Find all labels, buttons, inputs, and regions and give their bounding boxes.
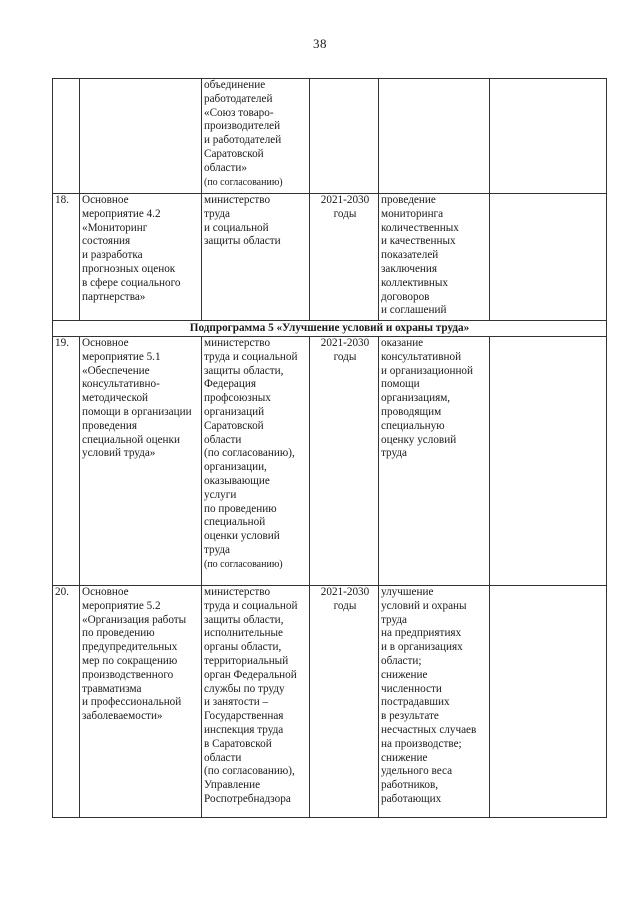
- cell-text-line: защиты области,: [204, 364, 284, 377]
- cell-text-line: пострадавших: [381, 696, 450, 709]
- subprogram-heading-row: [53, 321, 607, 337]
- cell-text-line: снижение: [381, 751, 428, 764]
- cell-text-line: организации,: [204, 461, 267, 474]
- cell-text-line: несчастных случаев: [381, 723, 477, 736]
- cell-text-line: территориальный: [204, 654, 289, 667]
- cell-text-line: заключения: [381, 262, 438, 275]
- cell-text-line: министерство: [204, 194, 271, 206]
- cell-text-line: оказание: [381, 337, 424, 349]
- cell-text-line: травматизма: [82, 682, 142, 695]
- activity-name-cell: [80, 586, 202, 818]
- cell-text-line: орган Федеральной: [204, 668, 297, 681]
- cell-text-line: прогнозных оценок: [82, 262, 176, 275]
- cell-text-line: и профессиональной: [82, 696, 182, 709]
- cell-text-line: (по согласованию),: [204, 765, 295, 778]
- cell-text-line: количественных: [381, 221, 459, 234]
- empty-cell: [490, 194, 607, 321]
- cell-text-line: профсоюзных: [204, 392, 271, 405]
- cell-text-line: на производстве;: [381, 737, 462, 750]
- empty-cell: [490, 79, 607, 194]
- cell-text-line: Основное: [82, 337, 129, 349]
- executor-cell: [202, 79, 310, 194]
- term-cell: [310, 586, 379, 818]
- cell-text-line: предупредительных: [82, 641, 178, 654]
- cell-text-line: помощи: [381, 378, 420, 391]
- subprogram-heading: Подпрограмма 5 «Улучшение условий и охраны труда»: [53, 321, 607, 337]
- cell-text-line: труда: [381, 613, 408, 626]
- result-cell: [379, 337, 490, 586]
- cell-text-line: помощи в организации: [82, 405, 192, 418]
- cell-text-line: условий труда»: [82, 447, 156, 460]
- cell-text-line: защиты области: [204, 235, 281, 248]
- activity-name-cell: [80, 79, 202, 194]
- cell-text-line: организаций: [204, 405, 265, 418]
- cell-text-line: улучшение: [381, 586, 434, 598]
- table-row: [53, 79, 607, 194]
- cell-text-line: работодателей: [204, 92, 273, 105]
- cell-text-line: годы: [333, 350, 357, 363]
- cell-text-line: и качественных: [381, 235, 456, 248]
- cell-text-line: «Мониторинг: [82, 221, 148, 234]
- cell-text-line: мониторинга: [381, 207, 444, 220]
- cell-text-line: оказывающие: [204, 474, 270, 487]
- cell-text-line: консультативной: [381, 350, 462, 363]
- term-cell: [310, 194, 379, 321]
- cell-text-line: Основное: [82, 194, 129, 206]
- empty-cell: [490, 337, 607, 586]
- cell-text-line: и занятости –: [204, 696, 269, 709]
- cell-text-line: заболеваемости»: [82, 710, 163, 723]
- cell-text-line: Саратовской: [204, 419, 264, 432]
- cell-text-line: консультативно-: [82, 378, 160, 391]
- cell-text-line: и соглашений: [381, 304, 447, 317]
- cell-text-line: Саратовской: [204, 147, 264, 160]
- row-number-cell: 20.: [53, 586, 80, 818]
- cell-text-line: в сфере социального: [82, 276, 181, 289]
- cell-text-line: (по согласованию): [204, 558, 283, 570]
- result-cell: [379, 194, 490, 321]
- cell-text-line: области»: [204, 161, 247, 174]
- cell-text-line: работников,: [381, 779, 439, 792]
- cell-text-line: службы по труду: [204, 682, 285, 695]
- cell-text-line: области;: [381, 654, 422, 667]
- cell-text-line: на предприятиях: [381, 627, 462, 640]
- cell-text-line: по проведению: [204, 502, 277, 515]
- cell-text-line: Основное: [82, 586, 129, 598]
- program-table: [52, 78, 607, 818]
- table-row: [53, 586, 607, 818]
- empty-cell: [490, 586, 607, 818]
- cell-text-line: оценку условий: [381, 433, 457, 446]
- executor-cell: [202, 194, 310, 321]
- row-number-cell: [53, 79, 80, 194]
- cell-text-line: Роспотребнадзора: [204, 792, 291, 805]
- cell-text-line: проведения: [82, 419, 137, 432]
- cell-text-line: министерство: [204, 586, 271, 598]
- cell-text-line: производителей: [204, 120, 281, 133]
- cell-text-line: мер по сокращению: [82, 654, 178, 667]
- result-cell: [379, 586, 490, 818]
- cell-text-line: объединение: [204, 79, 266, 91]
- cell-text-line: в результате: [381, 710, 439, 723]
- cell-text-line: труда и социальной: [204, 599, 298, 612]
- cell-text-line: «Обеспечение: [82, 364, 150, 377]
- cell-text-line: труда и социальной: [204, 350, 298, 363]
- cell-text-line: 2021-2030: [320, 337, 370, 349]
- cell-text-line: организациям,: [381, 392, 451, 405]
- activity-name-cell: [80, 337, 202, 586]
- executor-cell: [202, 586, 310, 818]
- cell-text-line: годы: [333, 599, 357, 612]
- cell-text-line: партнерства»: [82, 290, 146, 303]
- cell-text-line: по проведению: [82, 627, 155, 640]
- row-number-cell: 19.: [53, 337, 80, 586]
- cell-text-line: труда: [204, 543, 231, 556]
- cell-text-line: годы: [333, 207, 357, 220]
- cell-text-line: «Организация работы: [82, 613, 187, 626]
- cell-text-line: коллективных: [381, 276, 448, 289]
- cell-text-line: инспекция труда: [204, 723, 284, 736]
- cell-text-line: производственного: [82, 668, 174, 681]
- row-number-cell: 18.: [53, 194, 80, 321]
- cell-text-line: мероприятие 5.1: [82, 350, 161, 363]
- cell-text-line: оценки условий: [204, 530, 280, 543]
- cell-text-line: и в организациях: [381, 641, 463, 654]
- activity-name-cell: [80, 194, 202, 321]
- table-row: [53, 194, 607, 321]
- cell-text-line: мероприятие 4.2: [82, 207, 161, 220]
- cell-text-line: 2021-2030: [320, 194, 370, 206]
- cell-text-line: и разработка: [82, 249, 143, 262]
- cell-text-line: 2021-2030: [320, 586, 370, 598]
- cell-text-line: специальной оценки: [82, 433, 180, 446]
- cell-text-line: специальной: [204, 516, 266, 529]
- cell-text-line: специальную: [381, 419, 445, 432]
- cell-text-line: защиты области,: [204, 613, 284, 626]
- cell-text-line: состояния: [82, 235, 131, 248]
- cell-text-line: и работодателей: [204, 134, 282, 147]
- cell-text-line: проведение: [381, 194, 436, 206]
- page-number: 38: [313, 36, 327, 51]
- cell-text-line: Государственная: [204, 710, 284, 723]
- cell-text-line: и социальной: [204, 221, 269, 234]
- cell-text-line: удельного веса: [381, 765, 453, 778]
- cell-text-line: методической: [82, 392, 149, 405]
- cell-text-line: «Союз товаро-: [204, 106, 274, 119]
- term-cell: [310, 79, 379, 194]
- cell-text-line: снижение: [381, 668, 428, 681]
- result-cell: [379, 79, 490, 194]
- term-cell: [310, 337, 379, 586]
- cell-text-line: мероприятие 5.2: [82, 599, 161, 612]
- cell-text-line: Федерация: [204, 378, 256, 391]
- cell-text-line: условий и охраны: [381, 599, 467, 612]
- table-row: [53, 337, 607, 586]
- cell-text-line: численности: [381, 682, 442, 695]
- cell-text-line: показателей: [381, 249, 439, 262]
- cell-text-line: органы области,: [204, 641, 282, 654]
- cell-text-line: работающих: [381, 792, 442, 805]
- cell-text-line: (по согласованию),: [204, 447, 295, 460]
- cell-text-line: министерство: [204, 337, 271, 349]
- cell-text-line: проводящим: [381, 405, 442, 418]
- cell-text-line: области: [204, 433, 242, 446]
- cell-text-line: в Саратовской: [204, 737, 272, 750]
- cell-text-line: области: [204, 751, 242, 764]
- cell-text-line: услуги: [204, 488, 237, 501]
- cell-text-line: (по согласованию): [204, 176, 283, 188]
- cell-text-line: труда: [204, 207, 231, 220]
- executor-cell: [202, 337, 310, 586]
- cell-text-line: договоров: [381, 290, 430, 303]
- cell-text-line: труда: [381, 447, 408, 460]
- cell-text-line: и организационной: [381, 364, 474, 377]
- cell-text-line: Управление: [204, 779, 261, 792]
- cell-text-line: исполнительные: [204, 627, 283, 640]
